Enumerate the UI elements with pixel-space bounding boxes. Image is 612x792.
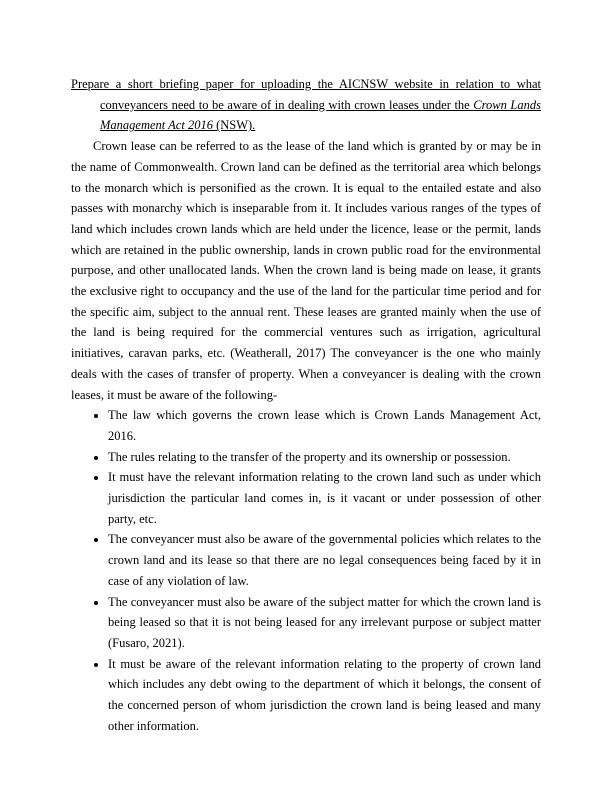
document-heading — [71, 74, 541, 136]
list-item: • The conveyancer must also be aware of the governmental policies which relates to the crown land and its lease so that there are no legal consequences being faced by it in case of any violation of law. — [108, 529, 541, 591]
list-item: • The conveyancer must also be aware of the subject matter for which the crown land is being leased so that it is not being leased for any irrelevant purpose or subject matter (Fusaro, 2021). — [108, 592, 541, 654]
heading-text-part2: (NSW). — [212, 118, 256, 133]
intro-paragraph: Crown lease can be referred to as the lease of the land which is granted by or may be in the name of Commonwealth. Crown land can be defined as the territorial area which belongs to the monarch which is personified as the crown. It is equal to the entailed estate and also passes with monarchy which is inseparable from it. It includes various ranges of the types of land which includes crown lands which are held under the licence, lease or the permit, lands which are retained in the public ownership, lands in crown public road for the environmental purpose, and other unallocated lands. When the crown land is being made on lease, it grants the exclusive right to occupancy and the use of the land for the particular time period and for the specific aim, subject to the annual rent. These leases are granted mainly when the use of the land is being required for the commercial ventures such as irrigation, agricultural initiatives, caravan parks, etc. (Weatherall, 2017) The conveyancer is the one who mainly deals with the cases of transfer of property. When a conveyancer is dealing with the crown leases, it must be aware of the following- — [71, 139, 541, 402]
heading-text-part1: Prepare a short briefing paper for uploading the AICNSW website in relation to what conveyancers need to be aware of in dealing with crown leases under the — [71, 77, 541, 112]
list-item: • The law which governs the crown lease which is Crown Lands Management Act, 2016. — [108, 405, 541, 446]
list-item: • It must be aware of the relevant information relating to the property of crown land which includes any debt owing to the department of which it belongs, the consent of the concerned person of whom jurisdiction the crown land is being leased and many other information. — [108, 654, 541, 737]
list-item: • The rules relating to the transfer of the property and its ownership or possession. — [108, 447, 541, 468]
heading-act-title-italic: Crown Lands Management Act 2016 — [100, 97, 541, 133]
bullet-list — [71, 405, 541, 736]
list-item: • It must have the relevant information relating to the crown land such as under which jurisdiction the particular land comes in, is it vacant or under possession of other party, etc. — [108, 467, 541, 529]
